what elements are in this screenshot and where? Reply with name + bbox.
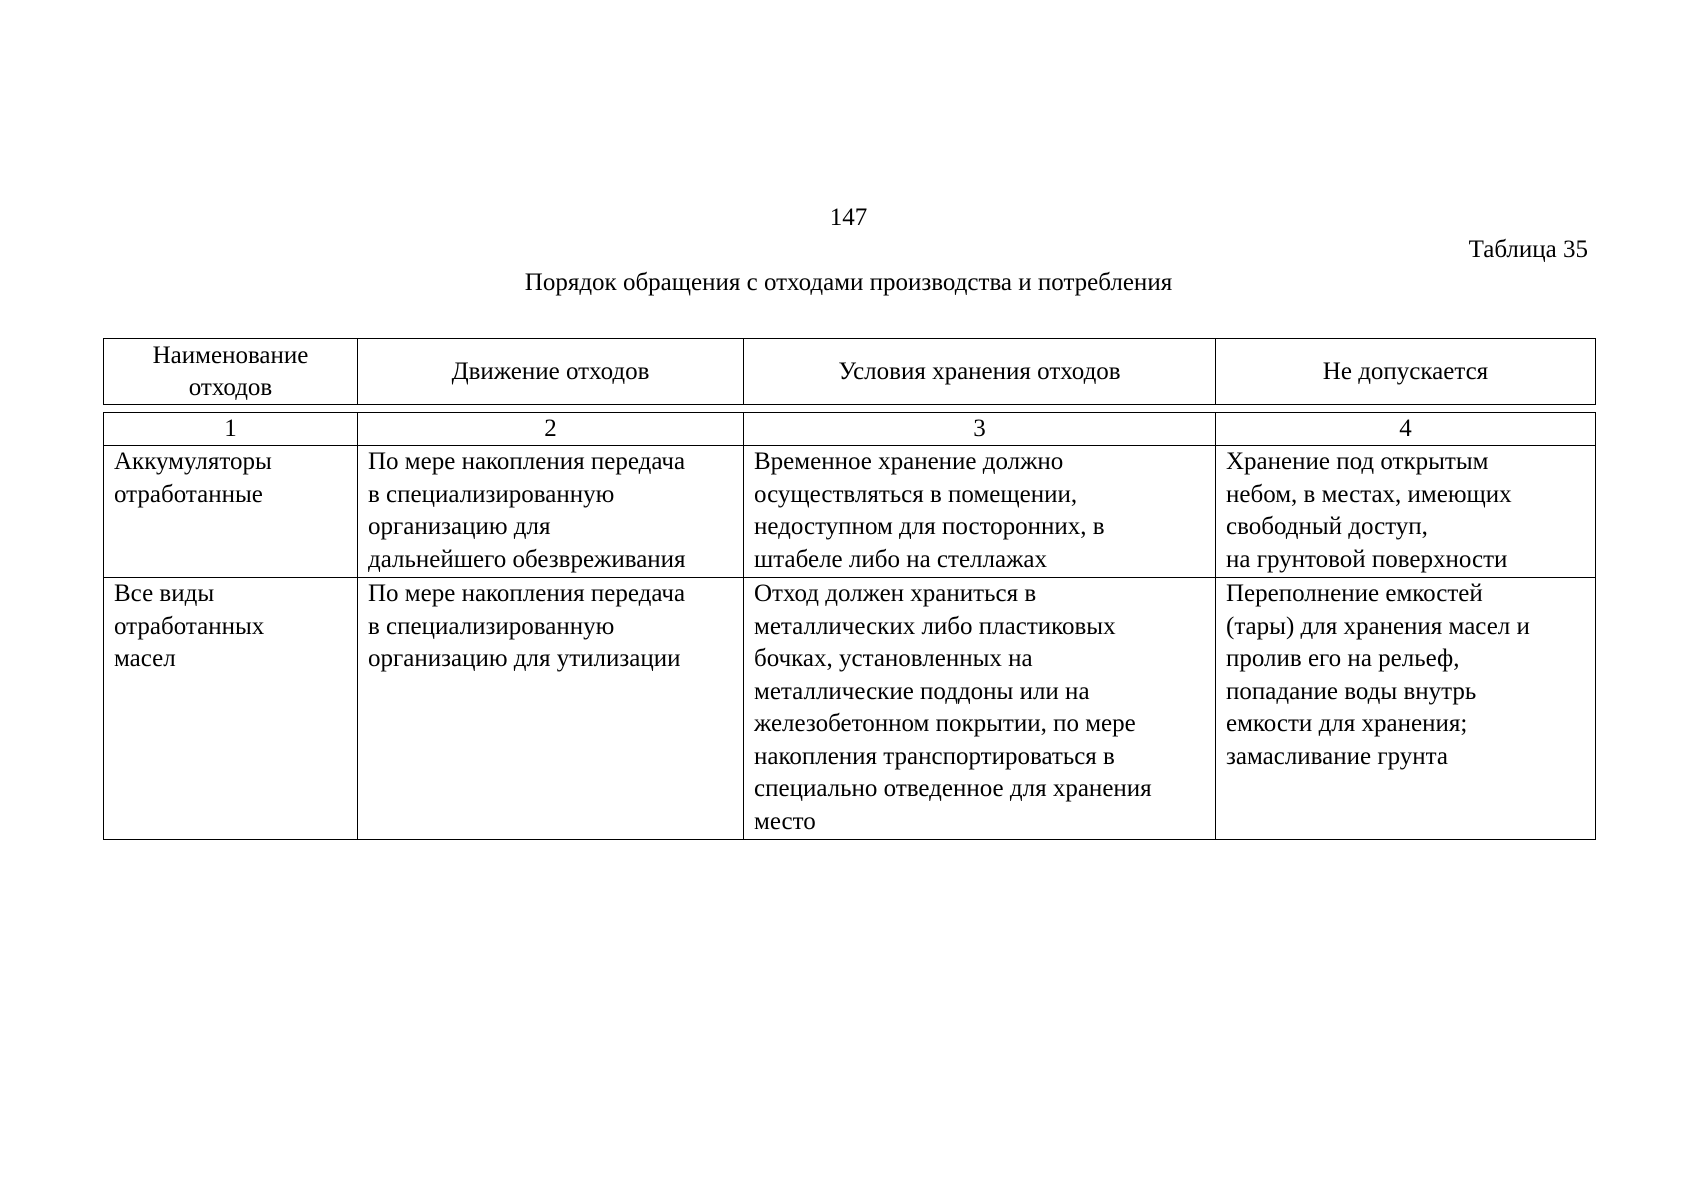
waste-table [103,412,1596,840]
column-number-row [104,413,1596,446]
waste-name-cell: Все виды отработанных масел [104,578,358,840]
header-prohibited: Не допускается [1216,339,1596,405]
header-movement: Движение отходов [358,339,744,405]
prohibited-cell: Хранение под открытым небом, в местах, имеющих свободный доступ, на грунтовой поверхности [1216,446,1596,578]
header-waste-name: Наименование отходов [104,339,358,405]
storage-cell: Временное хранение должно осуществляться в помещении, недоступном для посторонних, в штабеле либо на стеллажах [744,446,1216,578]
column-number: 4 [1216,413,1596,446]
movement-cell: По мере накопления передача в специализированную организацию для утилизации [358,578,744,840]
column-number: 2 [358,413,744,446]
table-row [104,446,1596,578]
prohibited-cell: Переполнение емкостей (тары) для хранения масел и пролив его на рельеф, попадание воды внутрь емкости для хранения; замасливание грунта [1216,578,1596,840]
waste-name-cell: Аккумуляторы отработанные [104,446,358,578]
page-number: 147 [829,204,868,231]
table-title: Порядок обращения с отходами производства и потребления [524,269,1173,296]
table-header [103,338,1596,405]
storage-cell: Отход должен храниться в металлических либо пластиковых бочках, установленных на металлические поддоны или на железобетонном покрытии, по мере накопления транспортироваться в специально отведенное для хранения место [744,578,1216,840]
column-number: 1 [104,413,358,446]
movement-cell: По мере накопления передача в специализированную организацию для дальнейшего обезвреживания [358,446,744,578]
table-label: Таблица 35 [1468,236,1588,263]
table-row [104,578,1596,840]
header-storage: Условия хранения отходов [744,339,1216,405]
header-row [104,339,1596,405]
column-number: 3 [744,413,1216,446]
